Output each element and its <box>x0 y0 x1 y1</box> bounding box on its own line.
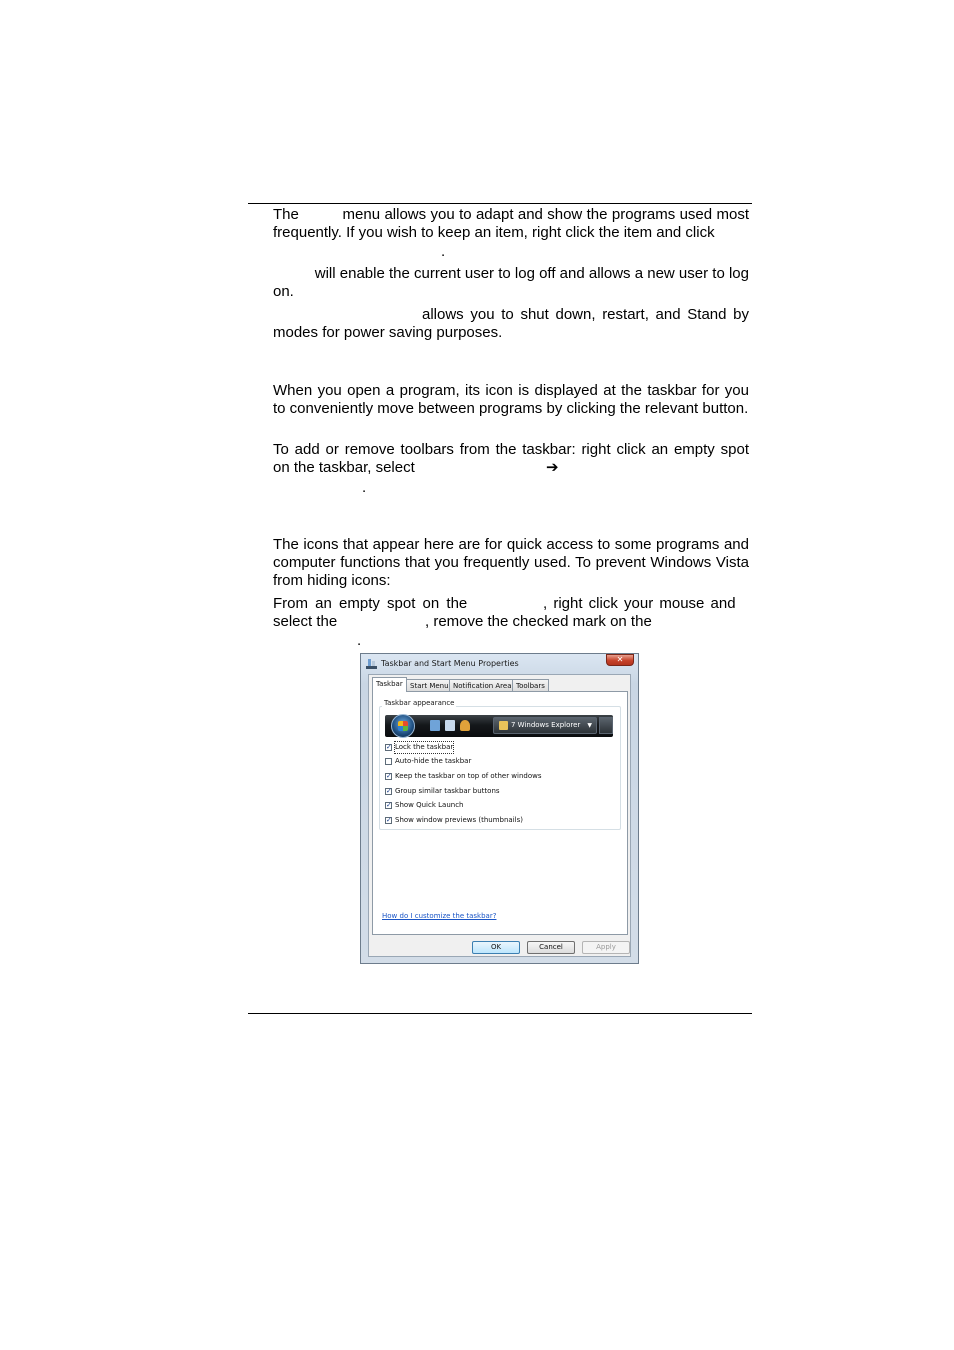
top-rule <box>248 203 752 204</box>
tray-edge <box>599 717 613 734</box>
ok-button[interactable]: OK <box>472 941 520 954</box>
taskbar-preview <box>385 715 613 737</box>
taskbar-button-windows-explorer <box>493 717 597 734</box>
checkbox-label: Group similar taskbar buttons <box>395 787 500 795</box>
apply-button[interactable]: Apply <box>582 941 630 954</box>
paragraph-log-off-text: will enable the current user to log off and allows a new user to log on. <box>273 265 754 300</box>
arrow-right-icon: ➔ <box>546 459 559 476</box>
tab-panel-taskbar <box>372 691 628 935</box>
checkbox-box[interactable] <box>385 758 392 765</box>
help-link[interactable]: How do I customize the taskbar? <box>382 912 497 920</box>
checkbox-box[interactable] <box>385 744 392 751</box>
tab-notification-area[interactable]: Notification Area <box>449 679 516 691</box>
paragraph-log-off <box>273 265 754 301</box>
taskbar-properties-icon <box>366 658 377 669</box>
cancel-button[interactable]: Cancel <box>527 941 575 954</box>
checkbox-label: Show window previews (thumbnails) <box>395 816 523 824</box>
start-orb-icon <box>391 714 415 738</box>
taskbar-properties-dialog <box>360 653 639 964</box>
paragraph-start-menu-end: . <box>441 243 446 260</box>
checkbox-label: Auto-hide the taskbar <box>395 757 472 765</box>
media-player-icon <box>460 720 470 731</box>
paragraph-start-menu-text: The menu allows you to adapt and show the programs used most frequently. If you wish to keep an item, right click the item and click <box>273 206 754 241</box>
show-desktop-icon <box>430 720 440 731</box>
paragraph-steps-c: select the <box>273 613 338 630</box>
chevron-down-icon: ▼ <box>587 722 592 729</box>
checkbox-label: Lock the taskbar <box>395 743 454 751</box>
paragraph-taskbar-text: When you open a program, its icon is displayed at the taskbar for you to conveniently move between programs by clicking the relevant button. <box>273 382 749 417</box>
paragraph-steps-a: From an empty spot on the <box>273 595 468 612</box>
tab-start-menu[interactable]: Start Menu <box>406 679 453 691</box>
paragraph-shut-down-text: allows you to shut down, restart, and Stand by modes for power saving purposes. <box>273 306 749 341</box>
bottom-rule <box>248 1013 752 1014</box>
tab-toolbars[interactable]: Toolbars <box>512 679 549 691</box>
dialog-client-area <box>368 674 631 957</box>
paragraph-notification-area <box>273 536 749 590</box>
group-label: Taskbar appearance <box>384 699 455 707</box>
paragraph-steps-d: , remove the checked mark on the <box>425 613 652 630</box>
checkbox-label: Keep the taskbar on top of other windows <box>395 772 542 780</box>
checkbox-box[interactable] <box>385 773 392 780</box>
paragraph-taskbar <box>273 382 749 418</box>
checkbox-box[interactable] <box>385 788 392 795</box>
dialog-title: Taskbar and Start Menu Properties <box>381 659 519 668</box>
window-switcher-icon <box>445 720 455 731</box>
folder-icon <box>499 721 508 730</box>
paragraph-steps-end: . <box>357 632 362 649</box>
paragraph-notification-area-text: The icons that appear here are for quick access to some programs and computer functions that you frequently used. To prevent Windows Vista from hiding icons: <box>273 536 749 589</box>
checkbox-box[interactable] <box>385 802 392 809</box>
checkbox-label: Show Quick Launch <box>395 801 464 809</box>
close-button[interactable] <box>606 654 634 666</box>
paragraph-shut-down <box>273 306 749 342</box>
paragraph-toolbars-end: . <box>362 479 367 496</box>
checkbox-box[interactable] <box>385 817 392 824</box>
tab-taskbar[interactable]: Taskbar <box>372 677 407 692</box>
close-icon: ✕ <box>616 655 624 664</box>
taskbar-button-label: 7 Windows Explorer <box>511 721 581 729</box>
paragraph-toolbars-text: To add or remove toolbars from the taskbar: right click an empty spot on the taskbar, select <box>273 441 749 476</box>
paragraph-start-menu <box>273 206 754 242</box>
paragraph-steps-b: , right click your mouse and <box>543 595 736 612</box>
paragraph-toolbars <box>273 441 749 477</box>
